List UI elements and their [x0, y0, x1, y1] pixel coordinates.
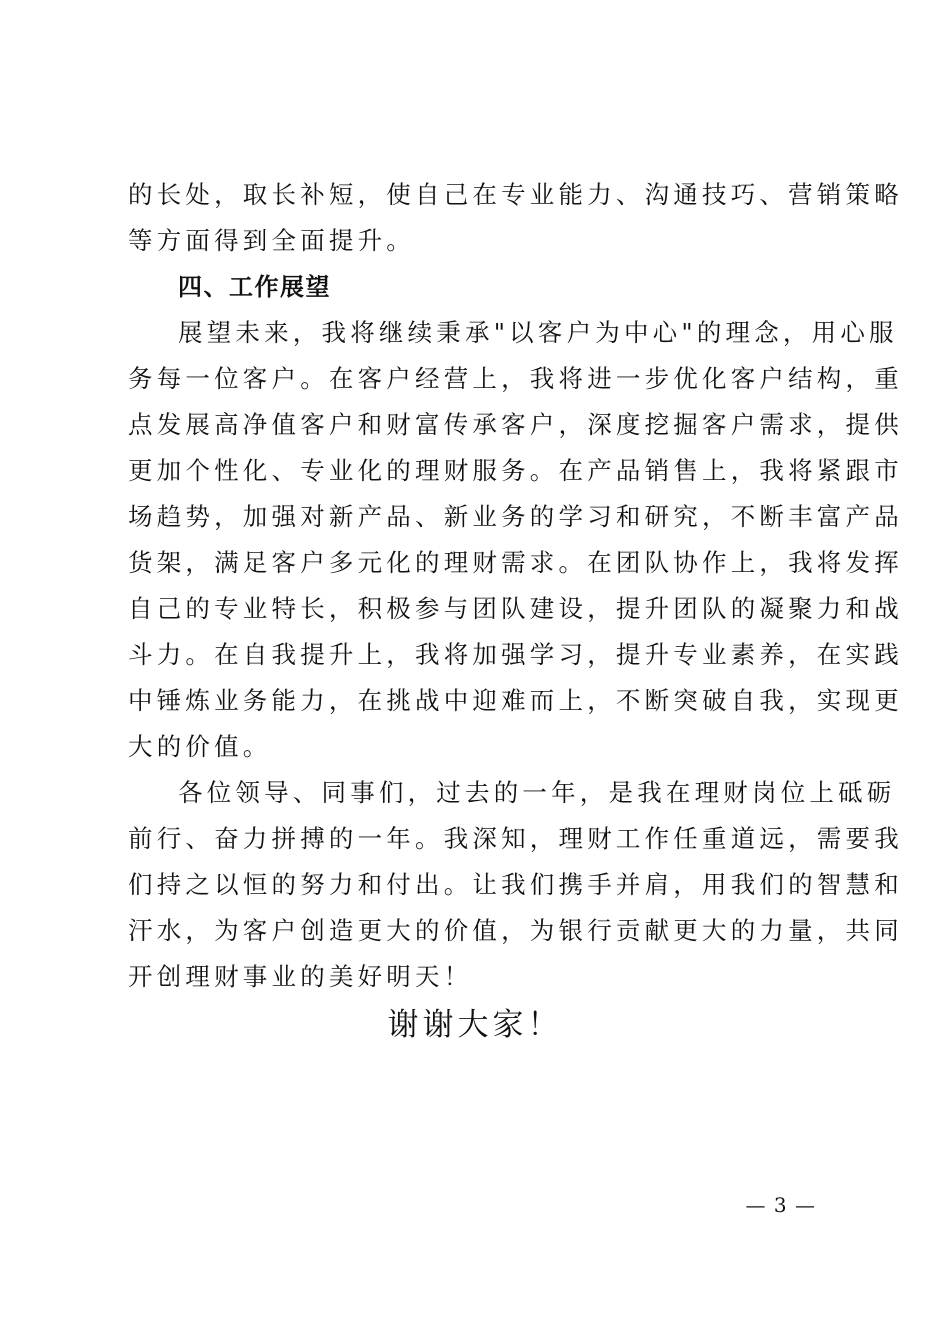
body-line: 自己的专业特长，积极参与团队建设，提升团队的凝聚力和战: [128, 594, 903, 623]
body-line: 们持之以恒的努力和付出。让我们携手并肩，用我们的智慧和: [128, 870, 903, 899]
page-number: — 3 —: [745, 1193, 816, 1217]
body-line: 大的价值。: [128, 732, 272, 761]
body-line: 斗力。在自我提升上，我将加强学习，提升专业素养，在实践: [128, 640, 903, 669]
paragraph-first-line: 各位领导、同事们，过去的一年，是我在理财岗位上砥砺: [178, 778, 896, 807]
body-line: 货架，满足客户多元化的理财需求。在团队协作上，我将发挥: [128, 548, 903, 577]
body-line: 中锤炼业务能力，在挑战中迎难而上，不断突破自我，实现更: [128, 686, 903, 715]
paragraph-first-line: 展望未来，我将继续秉承"以客户为中心"的理念，用心服: [178, 318, 898, 347]
body-line: 的长处，取长补短，使自己在专业能力、沟通技巧、营销策略: [128, 180, 903, 209]
section-heading: 四、工作展望: [178, 273, 331, 301]
body-line: 点发展高净值客户和财富传承客户，深度挖掘客户需求，提供: [128, 410, 903, 439]
closing-thanks: 谢谢大家！: [387, 1007, 563, 1043]
body-line: 前行、奋力拼搏的一年。我深知，理财工作任重道远，需要我: [128, 824, 903, 853]
body-line: 汗水，为客户创造更大的价值，为银行贡献更大的力量，共同: [128, 916, 903, 945]
body-line: 等方面得到全面提升。: [128, 226, 415, 255]
body-line: 开创理财事业的美好明天！: [128, 962, 473, 991]
body-line: 务每一位客户。在客户经营上，我将进一步优化客户结构，重: [128, 364, 903, 393]
body-line: 更加个性化、专业化的理财服务。在产品销售上，我将紧跟市: [128, 456, 903, 485]
body-line: 场趋势，加强对新产品、新业务的学习和研究，不断丰富产品: [128, 502, 903, 531]
